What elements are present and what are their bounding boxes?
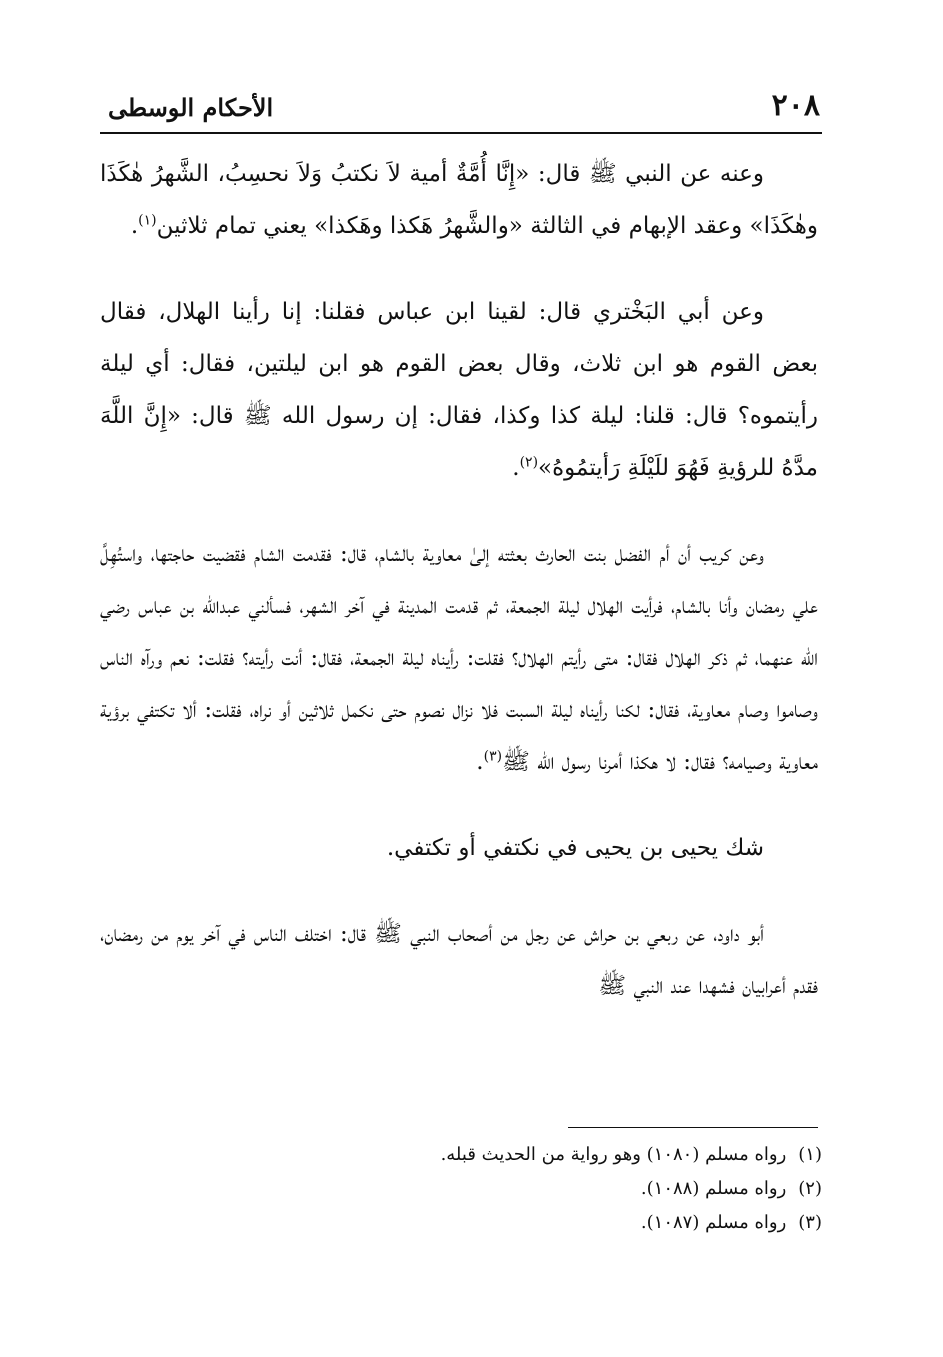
paragraph-end: . [130, 213, 139, 239]
footnote-1 [300, 1138, 822, 1172]
footnote-number: (٢) [798, 1178, 822, 1199]
paragraph-abu-dawud [100, 908, 818, 1012]
paragraph-end: . [476, 749, 484, 775]
paragraph-text: وعن كريب أن أم الفضل بنت الحارث بعثته إلىٰ معاوية بالشام، قال: فقدمت الشام فقضيت حاجتها، واستُهِلَّ علي رمضان وأنا بالشام، فرأيت الهلال ليلة الجمعة، ثم قدمت المدينة في آخر الشهر، فسألني عبدالله بن عباس رضي الله عنهما، ثم ذكر الهلال فقال: متى رأيتم الهلال؟ فقلت: رأيناه ليلة الجمعة، فقال: أنت رأيته؟ فقلت: نعم ورآه الناس وصاموا وصام معاوية، فقال: لكنا رأيناه ليلة السبت فلا نزال نصوم حتى نكمل ثلاثين أو نراه، فقلت: ألا تكتفي برؤية معاوية وصيامه؟ فقال: لا هكذا أمرنا رسول الله ﷺ [100, 541, 818, 775]
running-title: الأحكام الوسطى [108, 93, 274, 122]
footnote-3 [300, 1206, 822, 1240]
paragraph-text: أبو داود، عن ربعي بن حراش عن رجل من أصحاب النبي ﷺ قال: اختلف الناس في آخر يوم من رمضان، فقدم أعرابيان فشهدا عند النبي ﷺ [100, 921, 818, 999]
paragraph-text: شك يحيى بن يحيى في نكتفي أو تكتفي. [386, 835, 764, 861]
footnote-ref: (٣) [483, 748, 503, 765]
page-number: ٢٠٨ [771, 88, 820, 123]
footnote-number: (١) [798, 1144, 822, 1165]
footnote-text: رواه مسلم (١٠٨٧). [640, 1212, 787, 1233]
header-divider [100, 132, 822, 134]
paragraph-yahya [100, 822, 818, 874]
footnote-2 [300, 1172, 822, 1206]
paragraph-abi-bakhtari [100, 286, 818, 494]
paragraph-text: وعنه عن النبي ﷺ قال: «إِنَّا أُمَّةٌ أمية لاَ نكتبُ وَلاَ نحسِبُ، الشَّهرُ هٰكَذَا وهٰكَذَا» وعقد الإبهام في الثالثة «والشَّهرُ هَكذا وهَكذا» يعني تمام ثلاثين [100, 161, 818, 239]
paragraph-kurayb [100, 528, 818, 788]
footnote-ref: (٢) [519, 454, 539, 471]
footnote-ref: (١) [138, 212, 157, 229]
paragraph-text: وعن أبي البَخْتري قال: لقينا ابن عباس فقلنا: إنا رأينا الهلال، فقال بعض القوم هو ابن ثلاث، وقال بعض القوم هو ابن ليلتين، فقال: أي ليلة رأيتموه؟ قال: قلنا: ليلة كذا وكذا، فقال: إن رسول الله ﷺ قال: «إِنَّ اللَّهَ مدَّهُ للرؤيةِ فَهُوَ للَيْلَةِ رَأيتمُوهُ» [100, 299, 818, 481]
footnote-number: (٣) [798, 1212, 822, 1233]
paragraph-end: . [512, 455, 520, 481]
footnote-text: رواه مسلم (١٠٨٠) وهو رواية من الحديث قبله. [440, 1144, 787, 1165]
main-text [100, 148, 818, 1012]
footnotes [300, 1138, 822, 1240]
footnote-text: رواه مسلم (١٠٨٨). [640, 1178, 787, 1199]
paragraph-hadith-month [100, 148, 818, 252]
footnote-divider [568, 1127, 818, 1128]
page-header [100, 86, 822, 130]
